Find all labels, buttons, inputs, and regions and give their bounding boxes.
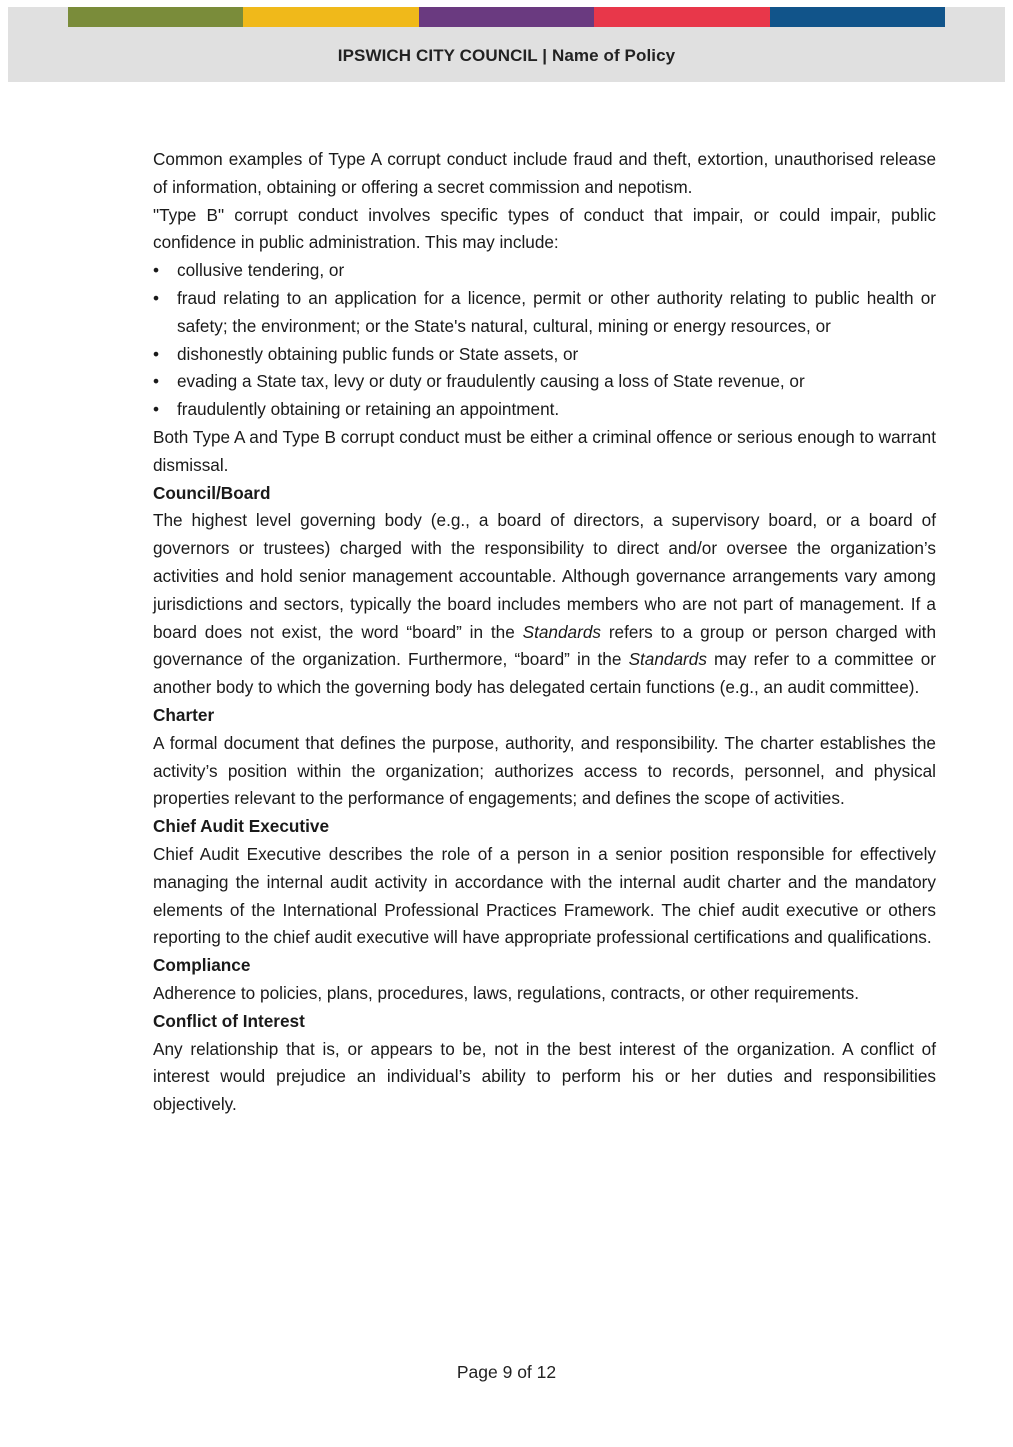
page-number: Page 9 of 12 — [456, 1362, 557, 1382]
list-item: • evading a State tax, levy or duty or fraudulently causing a loss of State revenue, or — [153, 368, 936, 396]
type-b-list — [153, 257, 936, 424]
paragraph-council-board — [153, 507, 936, 702]
color-stripe-green — [68, 7, 243, 27]
header-title: IPSWICH CITY COUNCIL | Name of Policy — [337, 46, 676, 65]
paragraph-type-a-b-summary: Both Type A and Type B corrupt conduct must be either a criminal offence or serious enough to warrant dismissal. — [153, 426, 936, 475]
council-standards-1: Standards — [522, 621, 601, 642]
council-text-1: The highest level governing body (e.g., a board of directors, a supervisory board, or a board of governors or trustees) charged with the responsibility to direct and/or oversee the organization’s activities and hold senior management accountable. Although governance arrangements vary among jurisdictions and sectors, typically the board includes members who are not part of management. If a board does not exist, the word “board” in the — [153, 510, 936, 642]
heading-conflict-of-interest: Conflict of Interest — [153, 1010, 305, 1031]
paragraph-charter: A formal document that defines the purpose, authority, and responsibility. The charter establishes the activity’s position within the organization; authorizes access to records, personnel, and physical properties relevant to the performance of engagements; and defines the scope of activities. — [153, 732, 936, 809]
list-item: • collusive tendering, or — [153, 257, 936, 285]
document-body — [153, 146, 936, 1119]
paragraph-compliance: Adherence to policies, plans, procedures, laws, regulations, contracts, or other requirements. — [153, 982, 860, 1003]
color-stripe-yellow — [243, 7, 418, 27]
paragraph-type-b-intro: "Type B" corrupt conduct involves specific types of conduct that impair, or could impair, public confidence in public administration. This may include: — [153, 204, 936, 253]
color-stripe-blue — [770, 7, 945, 27]
paragraph-conflict-of-interest: Any relationship that is, or appears to be, not in the best interest of the organization. A conflict of interest would prejudice an individual’s ability to perform his or her duties and responsibilities objectively. — [153, 1038, 936, 1115]
list-item: • fraudulently obtaining or retaining an appointment. — [153, 396, 936, 424]
color-stripe-purple — [419, 7, 594, 27]
heading-charter: Charter — [153, 704, 215, 725]
paragraph-type-a-examples: Common examples of Type A corrupt conduct include fraud and theft, extortion, unauthorised release of information, obtaining or offering a secret commission and nepotism. — [153, 149, 936, 197]
heading-chief-audit-executive: Chief Audit Executive — [153, 816, 330, 837]
header-color-bar — [68, 7, 945, 27]
list-item: • fraud relating to an application for a licence, permit or other authority relating to public health or safety; the environment; or the State's natural, cultural, mining or energy resources, or — [153, 285, 936, 341]
council-text-3: may refer to a committee or another body to which the governing body has delegated certain functions (e.g., an audit committee). — [153, 649, 936, 698]
list-item: • dishonestly obtaining public funds or State assets, or — [153, 341, 936, 369]
paragraph-chief-audit-executive: Chief Audit Executive describes the role of a person in a senior position responsible for effectively managing the internal audit activity in accordance with the internal audit charter and the mandatory elements of the International Professional Practices Framework. The chief audit executive or others reporting to the chief audit executive will have appropriate professional certifications and qualifications. — [153, 843, 936, 948]
heading-council-board: Council/Board — [153, 482, 271, 503]
color-stripe-red — [594, 7, 769, 27]
council-standards-2: Standards — [628, 649, 707, 670]
council-text-2: refers to a group or person charged with governance of the organization. Furthermore, “board” in the — [153, 621, 936, 670]
page-header — [8, 7, 1005, 82]
heading-compliance: Compliance — [153, 955, 251, 976]
